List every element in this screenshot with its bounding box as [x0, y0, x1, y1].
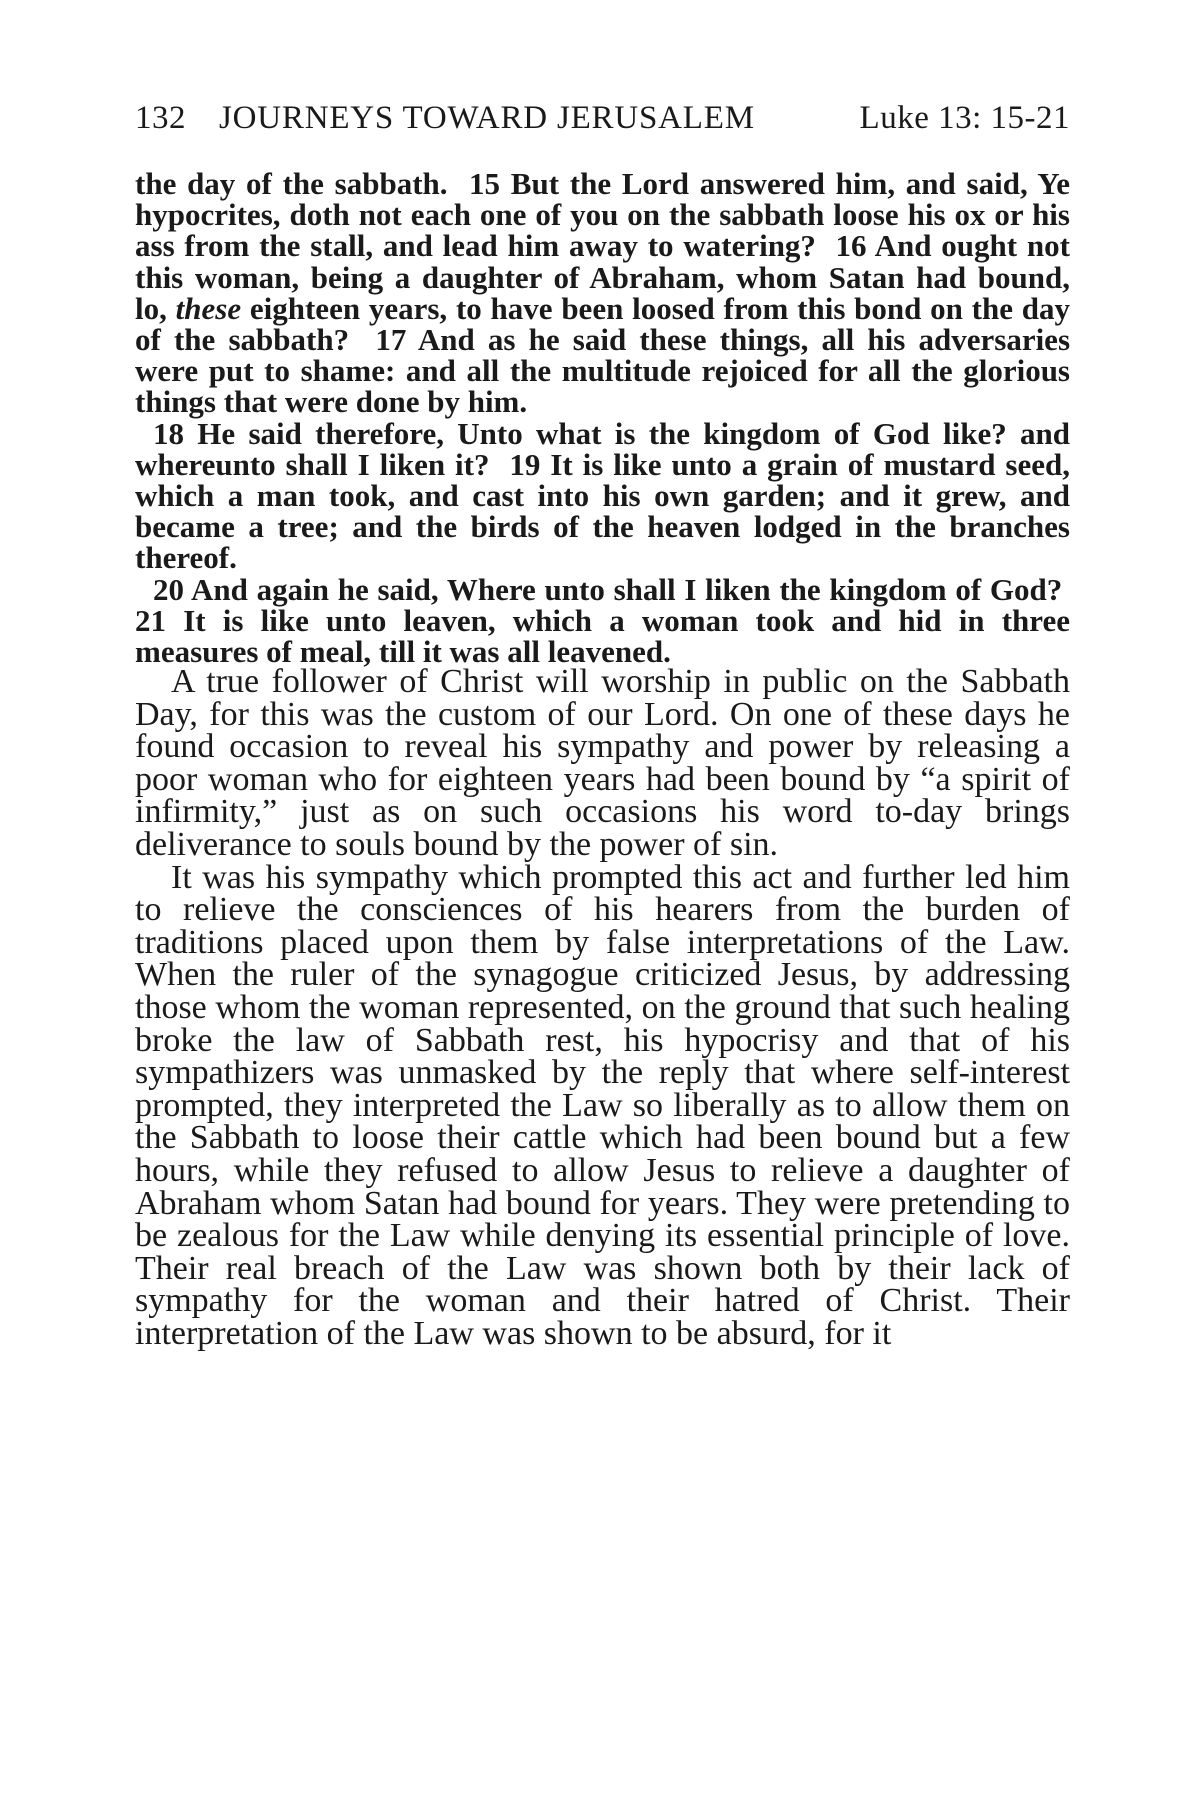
verse-number: 20 — [153, 571, 184, 607]
scripture-text-run: the day of the sabbath. — [135, 166, 448, 201]
scripture-text-run: And again he said, Where unto shall I liken the kingdom of God? — [191, 571, 1063, 607]
scripture-text-run: And ought not this woman, being a daughter of Abraham, whom Satan had bound, lo, — [135, 228, 1070, 326]
verse-number: 17 — [375, 322, 407, 358]
verse-number: 21 — [135, 602, 166, 638]
scripture-reference: Luke 13: 15-21 — [859, 100, 1070, 136]
scripture-text-run: It is like unto a grain of mustard seed, which a man took, and cast into his own garden; and it grew, and became a tree; and the birds of the heaven lodged in the branches thereof. — [135, 446, 1070, 576]
scripture-text — [135, 166, 1071, 670]
book-title: JOURNEYS TOWARD JERUSALEM — [219, 100, 755, 136]
scripture-text-run: He said therefore, Unto what is the kingdom of God like? and whereunto shall I liken it? — [135, 415, 1070, 482]
scripture-text-run: eighteen years, to have been loosed from this bond on the day of the sabbath? — [135, 290, 1071, 358]
verse-number: 15 — [469, 166, 501, 201]
verse-number: 19 — [509, 446, 541, 482]
italic-emphasis: these — [175, 290, 242, 326]
scripture-text-run: But the Lord answered him, and said, Ye hypocrites, doth not each one of you on the sabbath loose his ox or his ass from the stall, and lead him away to watering? — [135, 166, 1071, 264]
scripture-text-run: It is like unto leaven, which a woman took and hid in three measures of meal, till it was all leavened. — [135, 602, 1071, 670]
commentary-text — [135, 663, 1070, 1352]
scripture-paragraph — [135, 571, 1071, 670]
verse-number: 18 — [153, 415, 184, 451]
commentary-paragraph: A true follower of Christ will worship in public on the Sabbath Day, for this was the custom of our Lord. On one of these days he found occasion to reveal his sympathy and power by releasing a poor woman who for eighteen years had been bound by “a spirit of infirmity,” just as on such occasions his word to-day brings deliverance to souls bound by the power of sin. — [135, 663, 1070, 863]
page-number: 132 — [135, 100, 186, 136]
commentary-paragraph: It was his sympathy which prompted this act and further led him to relieve the consciences of his hearers from the burden of traditions placed upon them by false interpretations of the Law. When the ruler of the synagogue criticized Jesus, by addressing those whom the woman represented, on the ground that such healing broke the law of Sabbath rest, his hypocrisy and that of his sympathizers was unmasked by the reply that where self-interest prompted, they interpreted the Law so liberally as to allow them on the Sabbath to loose their cattle which had been bound but a few hours, while they refused to allow Jesus to relieve a daughter of Abraham whom Satan had bound for years. They were pretending to be zealous for the Law while denying its essential principle of love. Their real breach of the Law was shown both by their lack of sympathy for the woman and their hatred of Christ. Their interpretation of the Law was shown to be absurd, for it — [135, 858, 1070, 1352]
verse-number: 16 — [835, 228, 867, 264]
scripture-text-run: And as he said these things, all his adversaries were put to shame: and all the multitude rejoiced for all the glorious things that were done by him. — [135, 322, 1071, 420]
scripture-paragraph — [135, 168, 1070, 418]
scripture-paragraph — [135, 415, 1070, 576]
